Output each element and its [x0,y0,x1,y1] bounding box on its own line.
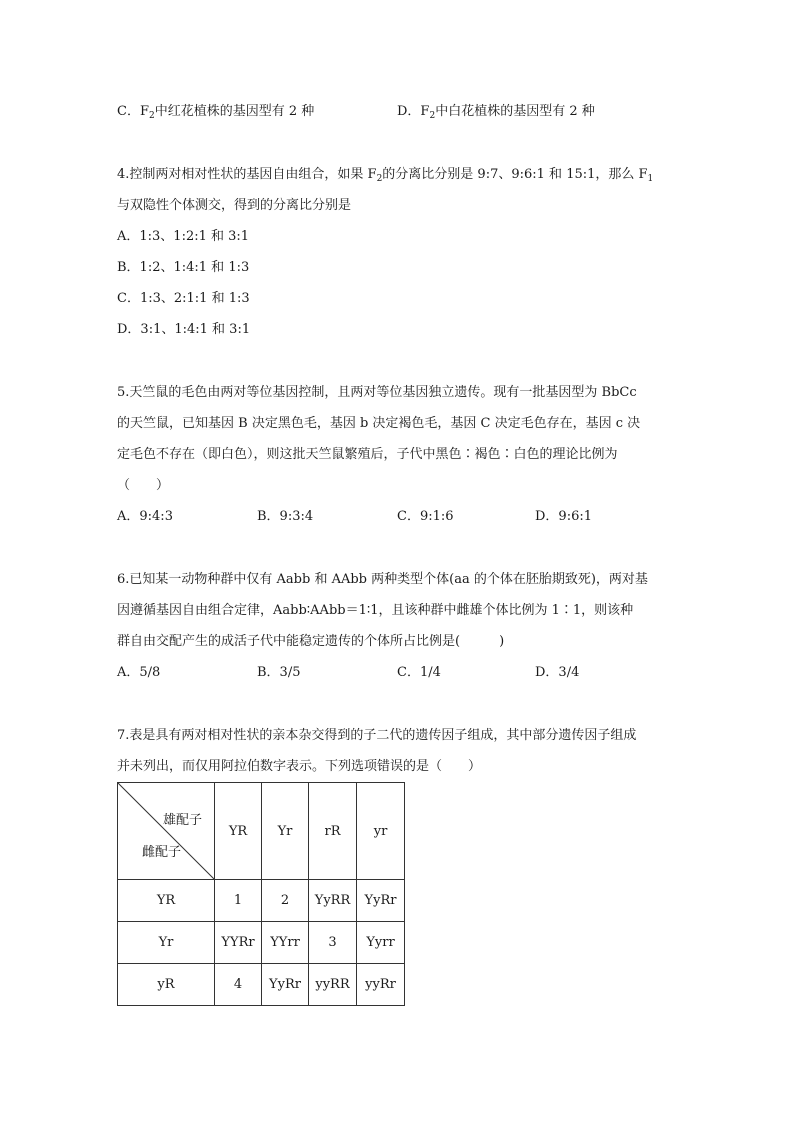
q6-stem-line-3: 群自由交配产生的成活子代中能稳定遗传的个体所占比例是( ) [117,634,505,649]
table-header-row [118,783,405,880]
corner-male-label: 雄配子 [162,813,202,828]
table-header-cell: YR [215,783,262,880]
q5-option-b: B．9:3:4 [257,509,314,524]
table-row [118,880,405,922]
q4-stem-line-1: 4.控制两对相对性状的基因自由组合，如果 $F_2$的分离比分别是 9:7、9:6:1 和 15:1，那么 $F_1$ [117,167,654,184]
q5-stem-line-2: 的天竺鼠，已知基因 B 决定黑色毛，基因 b 决定褐色毛，基因 C 决定毛色存在，基因 c 决 [117,416,641,431]
table-cell: 2 [262,880,309,922]
q5-stem-line-3: 定毛色不存在（即白色），则这批天竺鼠繁殖后，子代中黑色∶褐色∶白色的理论比例为 [117,447,618,462]
q6-option-d: D．3/4 [535,665,580,680]
q7-stem-line-2: 并未列出，而仅用阿拉伯数字表示。下列选项错误的是（ ） [117,759,482,774]
table-row-label: Yr [118,922,215,964]
q5-option-d: D．9:6:1 [535,509,592,524]
table-cell: yyRR [309,964,357,1006]
table-cell: 3 [309,922,357,964]
q5-stem-line-1: 5.天竺鼠的毛色由两对等位基因控制，且两对等位基因独立遗传。现有一批基因型为 BbCc [117,385,637,400]
q4-option-d: D．3:1、1:4:1 和 3:1 [117,322,251,337]
q7-stem-line-1: 7.表是具有两对相对性状的亲本杂交得到的子二代的遗传因子组成，其中部分遗传因子组成 [117,728,637,743]
table-cell: YYrr [262,922,309,964]
table-row [118,964,405,1006]
table-header-cell: yr [357,783,405,880]
table-cell: YyRr [357,880,405,922]
q4-option-b: B．1:2、1:4:1 和 1:3 [117,260,250,275]
table-row [118,922,405,964]
table-corner-cell [118,783,215,880]
diagonal-line [118,783,214,879]
table-cell: YYRr [215,922,262,964]
table-cell: YyRr [262,964,309,1006]
table-cell: 1 [215,880,262,922]
q6-option-c: C．1/4 [397,665,441,680]
table-cell: yyRr [357,964,405,1006]
table-header-cell: Yr [262,783,309,880]
q5-stem-line-4: （ ） [117,478,170,493]
table-row-label: YR [118,880,215,922]
q6-option-b: B．3/5 [257,665,301,680]
table-row-label: yR [118,964,215,1006]
table-header-cell: rR [309,783,357,880]
corner-female-label: 雌配子 [142,845,182,860]
q4-option-a: A．1:3、1:2:1 和 3:1 [117,229,250,244]
q3-option-d: D．$F_2$中白花植株的基因型有 2 种 [397,104,595,121]
q6-stem-line-1: 6.已知某一动物种群中仅有 Aabb 和 AAbb 两种类型个体(aa 的个体在胚胎期致死)，两对基 [117,572,648,587]
table-cell: 4 [215,964,262,1006]
q3-option-c: C．$F_2$中红花植株的基因型有 2 种 [117,104,315,121]
gamete-table [117,782,405,1006]
q6-option-a: A．5/8 [117,665,161,680]
q4-option-c: C．1:3、2:1:1 和 1:3 [117,291,250,306]
q6-stem-line-2: 因遵循基因自由组合定律，Aabb∶AAbb＝1∶1，且该种群中雌雄个体比例为 1∶1，则该种 [117,603,634,618]
q5-option-c: C．9:1:6 [397,509,454,524]
q4-stem-line-2: 与双隐性个体测交，得到的分离比分别是 [117,198,352,213]
table-cell: Yyrr [357,922,405,964]
table-cell: YyRR [309,880,357,922]
q5-option-a: A．9:4:3 [117,509,173,524]
